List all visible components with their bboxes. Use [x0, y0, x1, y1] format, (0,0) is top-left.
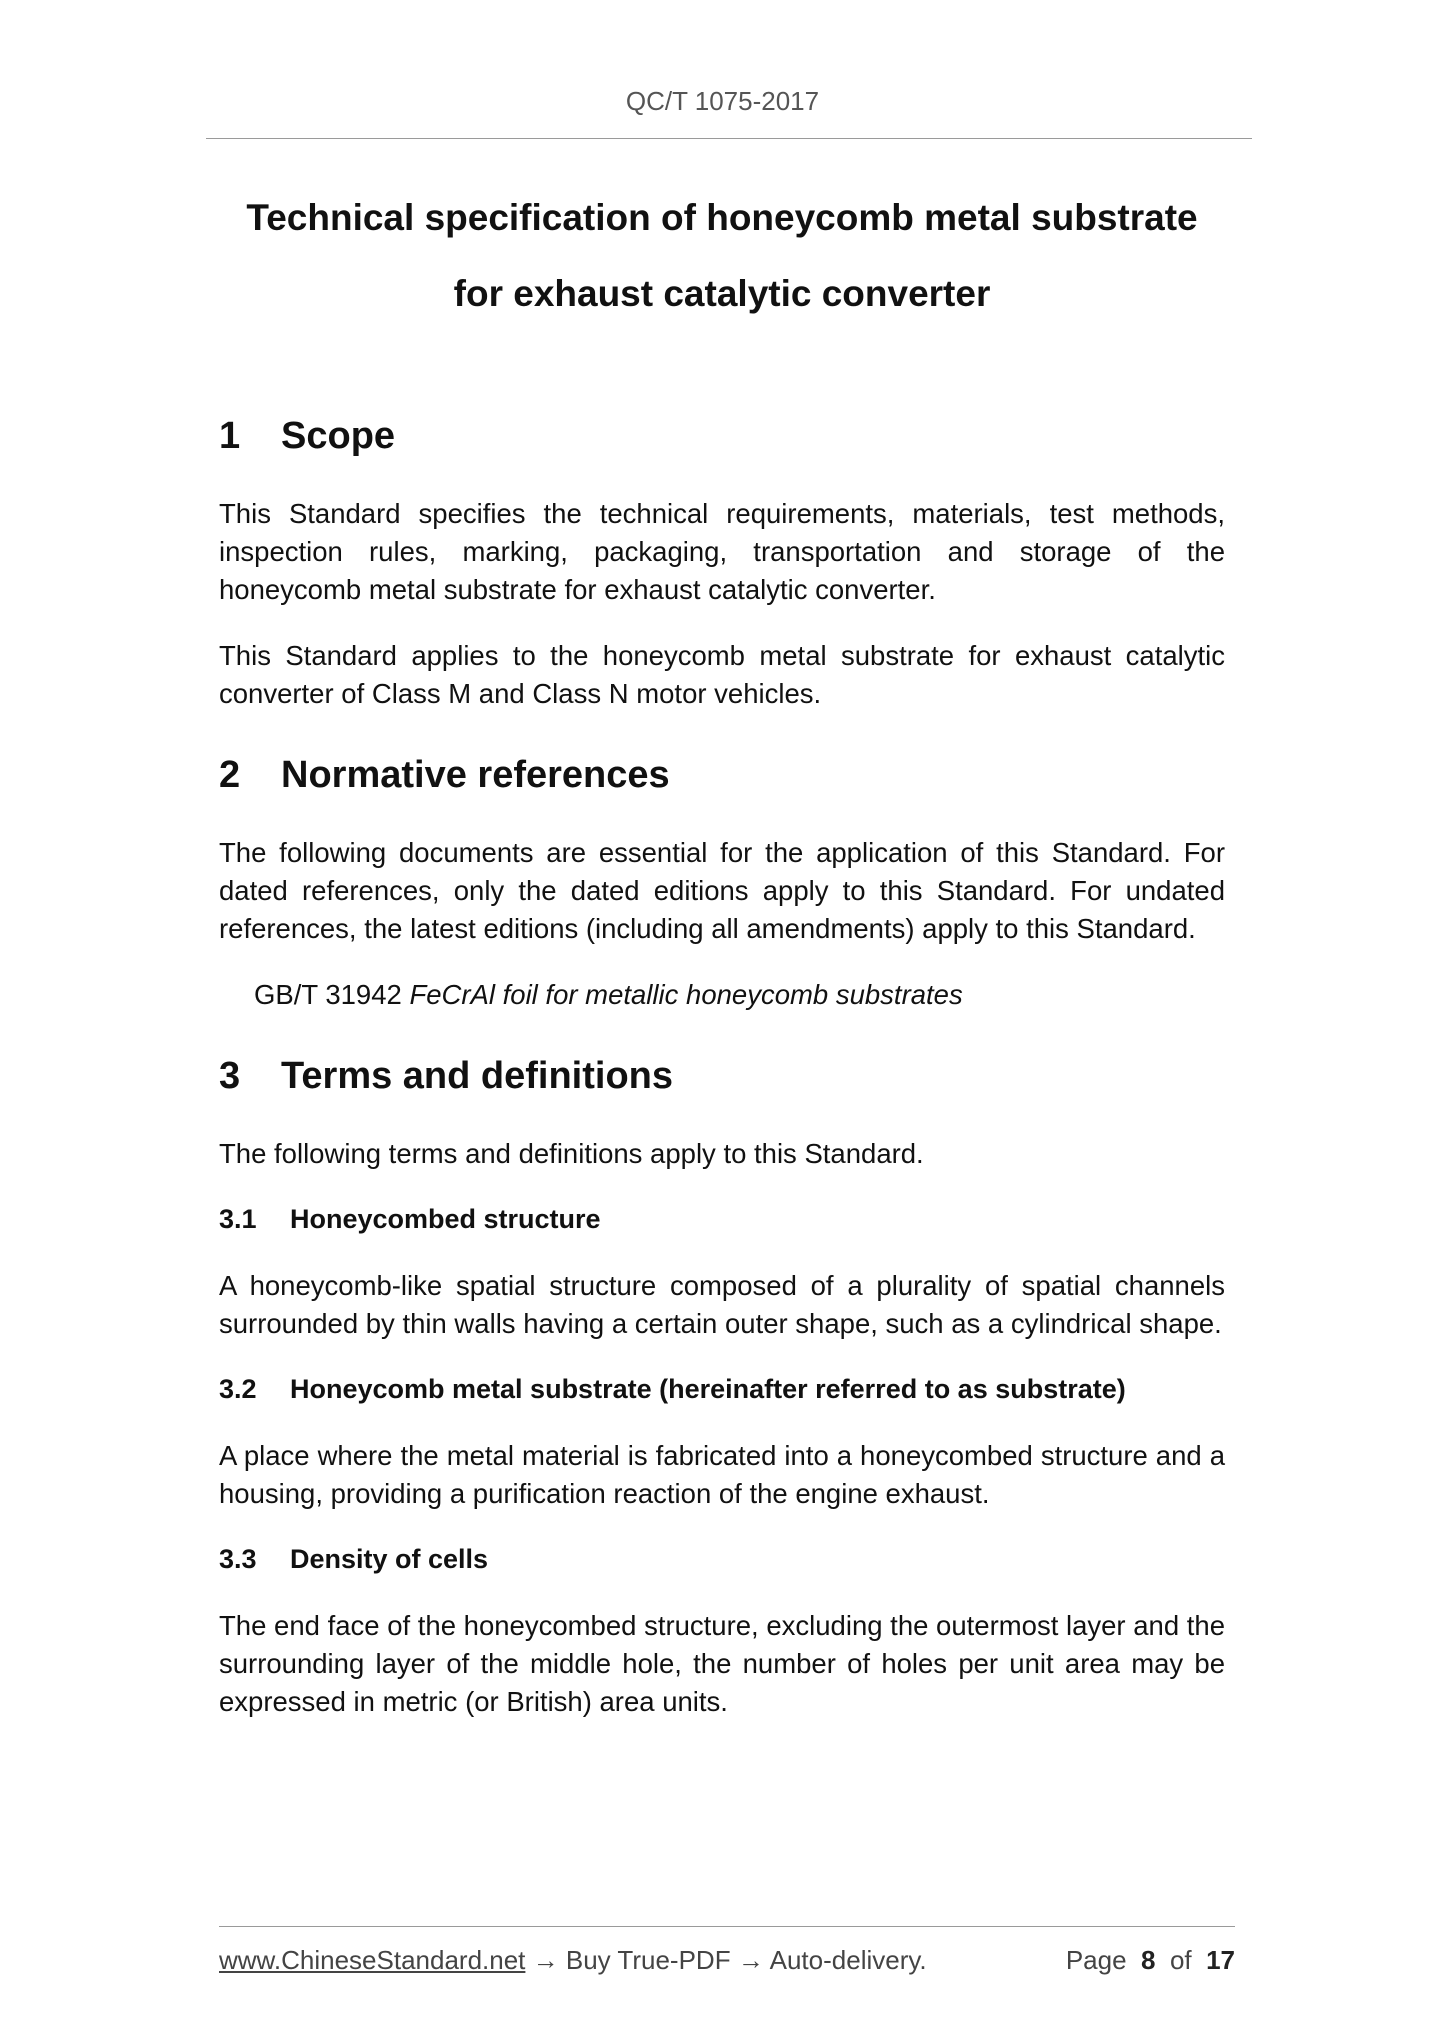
of-label: of: [1169, 1945, 1192, 1975]
term-title: Honeycomb metal substrate (hereinafter referred to as substrate): [290, 1374, 1126, 1404]
normative-paragraph: The following documents are essential for the application of this Standard. For dated references, only the dated editions apply to this Standard. For undated references, the latest editions (including all amendments) apply to this Standard.: [219, 837, 1225, 944]
term-number: 3.2: [219, 1374, 257, 1404]
arrow-icon: →: [532, 1945, 559, 1975]
reference-code: GB/T 31942: [254, 979, 402, 1010]
footer-rule: [219, 1926, 1235, 1927]
footer-promo: [219, 1942, 927, 1978]
terms-intro-paragraph: The following terms and definitions apply to this Standard.: [219, 1138, 924, 1169]
document-title: [219, 180, 1225, 332]
term-number: 3.1: [219, 1204, 257, 1234]
term-number: 3.3: [219, 1544, 257, 1574]
section-title: Scope: [281, 415, 396, 457]
section-title: Terms and definitions: [281, 1055, 674, 1097]
page-label: Page: [1065, 1945, 1127, 1975]
section-3-heading: [219, 1052, 1225, 1100]
term-3-3-heading: [219, 1541, 1225, 1577]
section-number: 1: [219, 415, 241, 457]
site-link[interactable]: www.ChineseStandard.net: [219, 1945, 526, 1975]
term-3-2-definition: A place where the metal material is fabricated into a honeycombed structure and a housing, providing a purification reaction of the engine exhaust.: [219, 1440, 1225, 1509]
page-indicator: [1066, 1942, 1235, 1978]
normative-reference-item: [219, 976, 1225, 1014]
term-title: Density of cells: [290, 1544, 489, 1574]
term-3-1-definition: A honeycomb-like spatial structure composed of a plurality of spatial channels surrounded by thin walls having a certain outer shape, such as a cylindrical shape.: [219, 1270, 1225, 1339]
page-content: [219, 180, 1225, 1721]
term-3-3-definition: The end face of the honeycombed structure, excluding the outermost layer and the surrounding layer of the middle hole, the number of holes per unit area may be expressed in metric (or British) area units.: [219, 1610, 1225, 1717]
section-number: 3: [219, 1055, 241, 1097]
section-number: 2: [219, 754, 241, 796]
scope-paragraph-2: This Standard applies to the honeycomb metal substrate for exhaust catalytic converter of Class M and Class N motor vehicles.: [219, 640, 1225, 709]
term-3-2-heading: [219, 1371, 1225, 1407]
header-rule: [206, 138, 1252, 139]
running-header: QC/T 1075-2017: [625, 86, 820, 116]
reference-title: FeCrAl foil for metallic honeycomb substrates: [409, 979, 963, 1010]
current-page-number: 8: [1141, 1945, 1156, 1975]
section-title: Normative references: [281, 754, 670, 796]
section-1-heading: [219, 412, 1225, 460]
total-pages: 17: [1206, 1945, 1235, 1975]
auto-delivery-text: Auto-delivery.: [769, 1945, 927, 1975]
term-3-1-heading: [219, 1201, 1225, 1237]
title-line-1: Technical specification of honeycomb metal substrate: [246, 197, 1198, 238]
arrow-icon: →: [737, 1945, 764, 1975]
scope-paragraph-1: This Standard specifies the technical requirements, materials, test methods, inspection rules, marking, packaging, transportation and storage of the honeycomb metal substrate for exhaust catalytic converter.: [219, 498, 1225, 605]
title-line-2: for exhaust catalytic converter: [453, 273, 991, 314]
term-title: Honeycombed structure: [290, 1204, 601, 1234]
buy-text: Buy True-PDF: [565, 1945, 731, 1975]
section-2-heading: [219, 751, 1225, 799]
